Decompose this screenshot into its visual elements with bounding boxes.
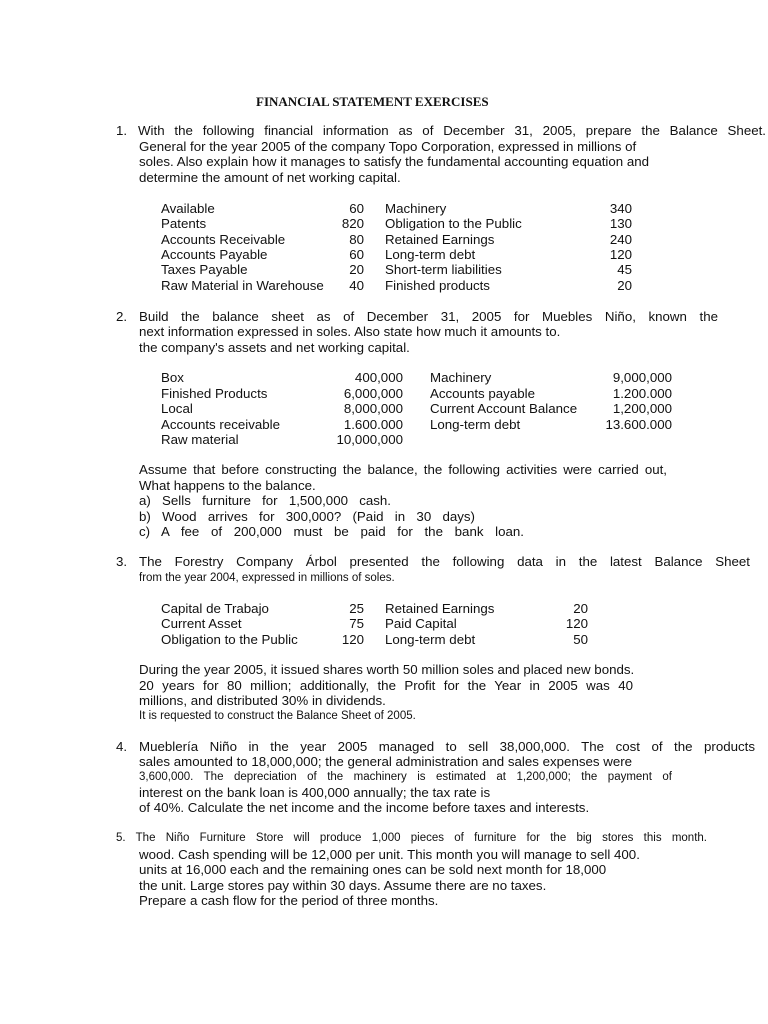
account-value: 20 — [617, 278, 632, 293]
account-value: 9,000,000 — [612, 370, 672, 385]
account-name: Current Account Balance — [430, 401, 578, 416]
account-name: Local — [161, 401, 193, 416]
account-name: Long-term debt — [385, 247, 476, 262]
account-name: Finished Products — [161, 386, 268, 401]
exercise-text-line: from the year 2004, expressed in millions of soles. — [139, 572, 395, 584]
account-value: 1.200.000 — [612, 386, 672, 401]
exercise-text-line: the unit. Large stores pay within 30 days. Assume there are no taxes. — [139, 878, 547, 893]
exercise-text-line: Prepare a cash flow for the period of three months. — [139, 893, 439, 908]
exercise-text-line: 20 years for 80 million; additionally, the Profit for the Year in 2005 was 40 — [139, 678, 633, 693]
exercise-text-line: During the year 2005, it issued shares worth 50 million soles and placed new bonds. — [139, 662, 635, 677]
account-name: Machinery — [385, 201, 447, 216]
exercise-text-line: next information expressed in soles. Also state how much it amounts to. — [139, 324, 561, 339]
exercise-text-line: determine the amount of net working capital. — [139, 170, 401, 185]
account-name: Current Asset — [161, 616, 242, 631]
account-value: 130 — [609, 216, 632, 231]
account-name: Accounts receivable — [161, 417, 280, 432]
account-name: Raw Material in Warehouse — [161, 278, 324, 293]
account-value: 20 — [573, 601, 588, 616]
account-name: Box — [161, 370, 184, 385]
exercise-text-line: It is requested to construct the Balance Sheet of 2005. — [139, 710, 416, 722]
account-name: Taxes Payable — [161, 262, 248, 277]
account-value: 40 — [349, 278, 364, 293]
exercise-text-line: General for the year 2005 of the company Topo Corporation, expressed in millions of — [139, 139, 637, 154]
list-item: c) A fee of 200,000 must be paid for the bank loan. — [139, 524, 524, 539]
account-name: Short-term liabilities — [385, 262, 502, 277]
exercise-text-line: 3,600,000. The depreciation of the machinery is estimated at 1,200,000; the payment of — [139, 771, 672, 783]
account-value: 50 — [573, 632, 588, 647]
exercise-number: 4. — [116, 739, 128, 754]
exercise-text-line: Mueblería Niño in the year 2005 managed to sell 38,000,000. The cost of the products — [139, 739, 755, 754]
account-value: 45 — [617, 262, 632, 277]
account-value: 820 — [341, 216, 364, 231]
account-name: Accounts payable — [430, 386, 535, 401]
account-value: 20 — [349, 262, 364, 277]
list-item: a) Sells furniture for 1,500,000 cash. — [139, 493, 391, 508]
account-name: Raw material — [161, 432, 239, 447]
exercise-text-line: Build the balance sheet as of December 31, 2005 for Muebles Niño, known the — [139, 309, 718, 324]
account-name: Retained Earnings — [385, 601, 495, 616]
document-title: FINANCIAL STATEMENT EXERCISES — [256, 94, 489, 109]
account-name: Available — [161, 201, 215, 216]
account-name: Retained Earnings — [385, 232, 495, 247]
account-value: 120 — [341, 632, 364, 647]
exercise-text-line: millions, and distributed 30% in dividends. — [139, 693, 386, 708]
account-name: Patents — [161, 216, 207, 231]
account-value: 120 — [609, 247, 632, 262]
account-name: Finished products — [385, 278, 490, 293]
account-value: 13.600.000 — [605, 417, 672, 432]
exercise-text-line: The Forestry Company Árbol presented the following data in the latest Balance Sheet — [139, 554, 750, 569]
account-value: 75 — [349, 616, 364, 631]
account-value: 80 — [349, 232, 364, 247]
exercise-number: 3. — [116, 554, 128, 569]
account-value: 60 — [349, 247, 364, 262]
account-name: Paid Capital — [385, 616, 457, 631]
exercise-text-line: units at 16,000 each and the remaining ones can be sold next month for 18,000 — [139, 862, 607, 877]
account-value: 340 — [609, 201, 632, 216]
account-value: 400,000 — [354, 370, 403, 385]
exercise-text-line: interest on the bank loan is 400,000 annually; the tax rate is — [139, 785, 491, 800]
account-name: Obligation to the Public — [385, 216, 522, 231]
account-value: 240 — [609, 232, 632, 247]
exercise-text-line: sales amounted to 18,000,000; the general administration and sales expenses were — [139, 754, 633, 769]
account-name: Long-term debt — [430, 417, 521, 432]
exercise-text-line: Assume that before constructing the balance, the following activities were carried out, — [139, 462, 667, 477]
account-name: Accounts Receivable — [161, 232, 286, 247]
exercise-text-line: the company's assets and net working capital. — [139, 340, 410, 355]
exercise-text-line: of 40%. Calculate the net income and the income before taxes and interests. — [139, 800, 590, 815]
exercise-text-line: wood. Cash spending will be 12,000 per unit. This month you will manage to sell 400. — [139, 847, 640, 862]
account-value: 6,000,000 — [343, 386, 403, 401]
exercise-text-line: What happens to the balance. — [139, 478, 316, 493]
account-value: 25 — [349, 601, 364, 616]
account-name: Machinery — [430, 370, 492, 385]
account-value: 120 — [565, 616, 588, 631]
account-value: 10,000,000 — [336, 432, 403, 447]
account-name: Capital de Trabajo — [161, 601, 269, 616]
account-name: Accounts Payable — [161, 247, 268, 262]
account-name: Long-term debt — [385, 632, 476, 647]
account-value: 1,200,000 — [612, 401, 672, 416]
exercise-number: 2. — [116, 309, 128, 324]
list-item: b) Wood arrives for 300,000? (Paid in 30 days) — [139, 509, 475, 524]
account-value: 8,000,000 — [343, 401, 403, 416]
account-value: 1.600.000 — [343, 417, 403, 432]
exercise-text-line: soles. Also explain how it manages to satisfy the fundamental accounting equation and — [139, 154, 650, 169]
account-value: 60 — [349, 201, 364, 216]
exercise-number: 1. — [116, 123, 128, 138]
exercise-text-line: 5. The Niño Furniture Store will produce 1,000 pieces of furniture for the big stores this month. — [116, 832, 707, 844]
exercise-text-line: With the following financial information as of December 31, 2005, prepare the Balance Sheet. — [138, 123, 766, 138]
account-name: Obligation to the Public — [161, 632, 298, 647]
